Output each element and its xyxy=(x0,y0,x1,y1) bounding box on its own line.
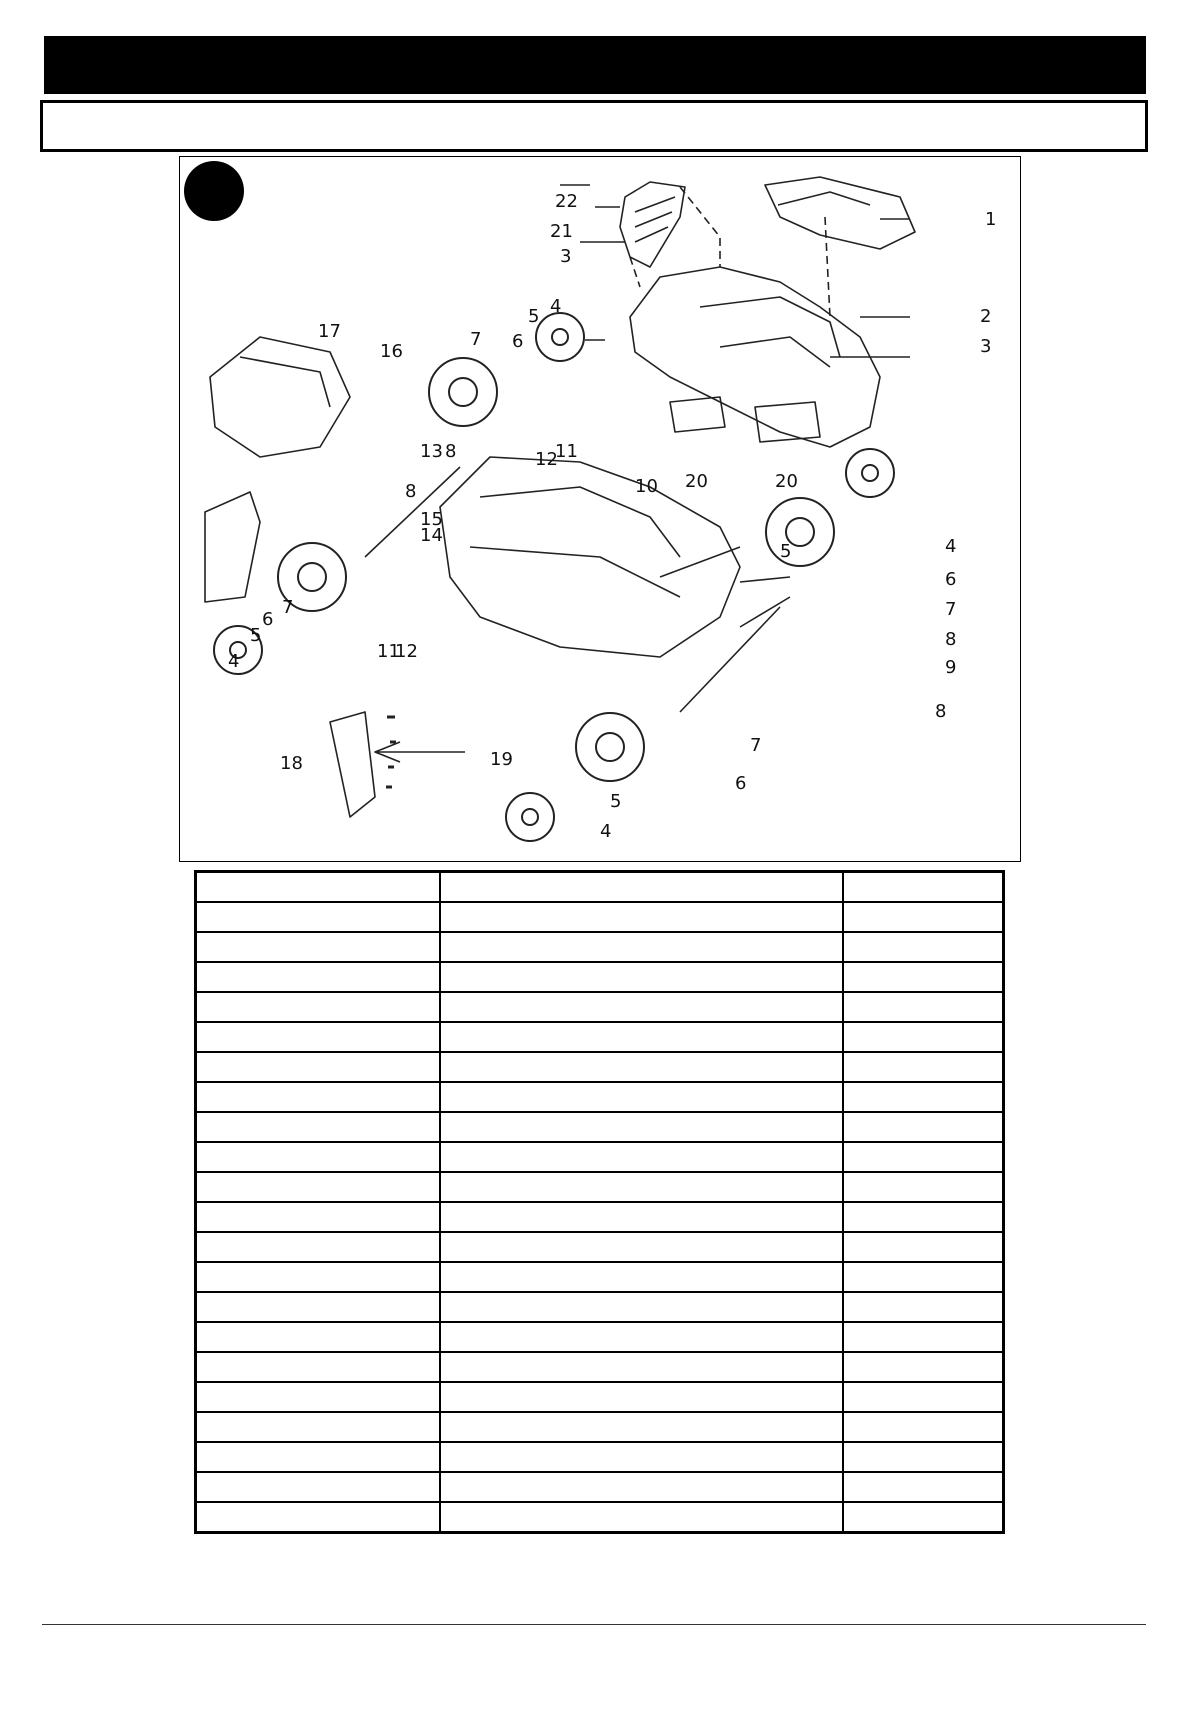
parts-table-body xyxy=(196,872,1004,1533)
table-cell xyxy=(440,1082,843,1112)
table-row xyxy=(196,1472,1004,1502)
callout-20: 20 xyxy=(685,471,708,492)
callout-8: 8 xyxy=(935,701,947,722)
table-cell xyxy=(196,1412,440,1442)
callout-5: 5 xyxy=(610,791,622,812)
table-cell xyxy=(843,1232,1003,1262)
grass-box-lid-part xyxy=(210,337,350,457)
table-cell xyxy=(843,1082,1003,1112)
table-cell xyxy=(440,872,843,903)
table-cell xyxy=(196,1202,440,1232)
callout-11: 11 xyxy=(377,641,400,662)
table-row xyxy=(196,1322,1004,1352)
callout-4: 4 xyxy=(945,536,957,557)
table-cell xyxy=(843,1142,1003,1172)
callout-2: 2 xyxy=(980,306,992,327)
table-cell xyxy=(843,1472,1003,1502)
table-cell xyxy=(843,1112,1003,1142)
grass-bag-part xyxy=(205,492,260,602)
table-row xyxy=(196,1382,1004,1412)
wheel-part xyxy=(576,713,644,781)
table-row xyxy=(196,872,1004,903)
callout-7: 7 xyxy=(945,599,957,620)
table-row xyxy=(196,1142,1004,1172)
table-cell xyxy=(196,1142,440,1172)
callout-4: 4 xyxy=(228,651,240,672)
table-cell xyxy=(196,1232,440,1262)
table-cell xyxy=(196,1022,440,1052)
table-cell xyxy=(440,1352,843,1382)
callout-11: 11 xyxy=(555,441,578,462)
table-cell xyxy=(196,1502,440,1533)
table-row xyxy=(196,1352,1004,1382)
section-header-bar xyxy=(44,36,1146,94)
table-cell xyxy=(196,962,440,992)
table-cell xyxy=(196,1052,440,1082)
table-cell xyxy=(843,992,1003,1022)
table-cell xyxy=(196,1442,440,1472)
table-cell xyxy=(843,962,1003,992)
callout-7: 7 xyxy=(470,329,482,350)
callout-1: 1 xyxy=(985,209,997,230)
table-row xyxy=(196,1262,1004,1292)
battery-part-right xyxy=(755,402,820,442)
table-cell xyxy=(440,1442,843,1472)
table-cell xyxy=(843,1262,1003,1292)
handle-grip-part xyxy=(620,182,685,267)
table-cell xyxy=(440,1472,843,1502)
table-row xyxy=(196,1172,1004,1202)
table-cell xyxy=(196,932,440,962)
callout-7: 7 xyxy=(750,735,762,756)
table-cell xyxy=(440,1502,843,1533)
battery-part-left xyxy=(670,397,725,432)
callout-3: 3 xyxy=(560,246,572,267)
table-cell xyxy=(843,1022,1003,1052)
table-cell xyxy=(843,1322,1003,1352)
table-row xyxy=(196,992,1004,1022)
table-cell xyxy=(843,1442,1003,1472)
wheel-part xyxy=(429,358,497,426)
callout-13: 13 xyxy=(420,441,443,462)
table-cell xyxy=(196,872,440,903)
table-cell xyxy=(196,1262,440,1292)
table-row xyxy=(196,962,1004,992)
callout-5: 5 xyxy=(250,625,262,646)
callout-7: 7 xyxy=(282,597,294,618)
table-row xyxy=(196,1232,1004,1262)
callout-21: 21 xyxy=(550,221,573,242)
table-cell xyxy=(196,902,440,932)
callout-5: 5 xyxy=(528,306,540,327)
table-cell xyxy=(440,902,843,932)
table-row xyxy=(196,902,1004,932)
callout-8: 8 xyxy=(945,629,957,650)
table-row xyxy=(196,1202,1004,1232)
table-cell xyxy=(196,1322,440,1352)
table-cell xyxy=(196,1172,440,1202)
callout-4: 4 xyxy=(600,821,612,842)
hub-cap-part xyxy=(506,793,554,841)
table-cell xyxy=(440,1382,843,1412)
exploded-view-drawing xyxy=(180,157,1020,861)
table-cell xyxy=(440,1052,843,1082)
rear-axle-part xyxy=(680,607,780,712)
callout-16: 16 xyxy=(380,341,403,362)
table-cell xyxy=(440,1292,843,1322)
table-row xyxy=(196,1052,1004,1082)
callout-14: 14 xyxy=(420,525,443,546)
hub-cap-part xyxy=(846,449,894,497)
table-cell xyxy=(843,872,1003,903)
callout-22: 22 xyxy=(555,191,578,212)
table-cell xyxy=(440,1112,843,1142)
exploded-parts-diagram xyxy=(179,156,1021,862)
table-cell xyxy=(843,1352,1003,1382)
callout-20: 20 xyxy=(775,471,798,492)
table-row xyxy=(196,1292,1004,1322)
table-cell xyxy=(440,1322,843,1352)
table-cell xyxy=(440,932,843,962)
table-row xyxy=(196,1502,1004,1533)
table-row xyxy=(196,1412,1004,1442)
callout-9: 9 xyxy=(945,657,957,678)
rear-flap-part xyxy=(330,712,375,817)
table-cell xyxy=(196,1352,440,1382)
callout-19: 19 xyxy=(490,749,513,770)
table-cell xyxy=(843,1502,1003,1533)
table-cell xyxy=(440,962,843,992)
table-cell xyxy=(843,1412,1003,1442)
table-cell xyxy=(440,1412,843,1442)
callout-15: 15 xyxy=(420,509,443,530)
callout-12: 12 xyxy=(395,641,418,662)
callout-8: 8 xyxy=(405,481,417,502)
table-cell xyxy=(843,1382,1003,1412)
callout-12: 12 xyxy=(535,449,558,470)
table-cell xyxy=(843,1172,1003,1202)
callout-8: 8 xyxy=(445,441,457,462)
table-cell xyxy=(196,1082,440,1112)
callout-6: 6 xyxy=(262,609,274,630)
parts-list-table xyxy=(194,870,1005,1534)
callout-6: 6 xyxy=(945,569,957,590)
table-cell xyxy=(440,1142,843,1172)
callout-6: 6 xyxy=(735,773,747,794)
callout-17: 17 xyxy=(318,321,341,342)
table-cell xyxy=(440,1262,843,1292)
table-cell xyxy=(843,1292,1003,1322)
table-cell xyxy=(843,902,1003,932)
table-cell xyxy=(843,1202,1003,1232)
hub-cap-part xyxy=(536,313,584,361)
table-cell xyxy=(196,1472,440,1502)
callout-5: 5 xyxy=(780,541,792,562)
table-cell xyxy=(440,1022,843,1052)
callout-4: 4 xyxy=(550,296,562,317)
table-row xyxy=(196,1022,1004,1052)
callout-18: 18 xyxy=(280,753,303,774)
figure-marker xyxy=(184,161,244,221)
callout-3: 3 xyxy=(980,336,992,357)
table-row xyxy=(196,1082,1004,1112)
top-cover-part xyxy=(765,177,915,249)
table-cell xyxy=(843,932,1003,962)
table-cell xyxy=(440,1202,843,1232)
table-cell xyxy=(196,1382,440,1412)
footer-rule xyxy=(42,1624,1146,1625)
callout-10: 10 xyxy=(635,476,658,497)
table-cell xyxy=(196,1112,440,1142)
table-row xyxy=(196,1442,1004,1472)
table-cell xyxy=(196,992,440,1022)
table-cell xyxy=(440,1172,843,1202)
table-cell xyxy=(843,1052,1003,1082)
callout-6: 6 xyxy=(512,331,524,352)
table-cell xyxy=(440,992,843,1022)
wheel-part xyxy=(766,498,834,566)
table-row xyxy=(196,932,1004,962)
section-subheader-box xyxy=(40,100,1148,152)
table-cell xyxy=(196,1292,440,1322)
table-cell xyxy=(440,1232,843,1262)
table-row xyxy=(196,1112,1004,1142)
